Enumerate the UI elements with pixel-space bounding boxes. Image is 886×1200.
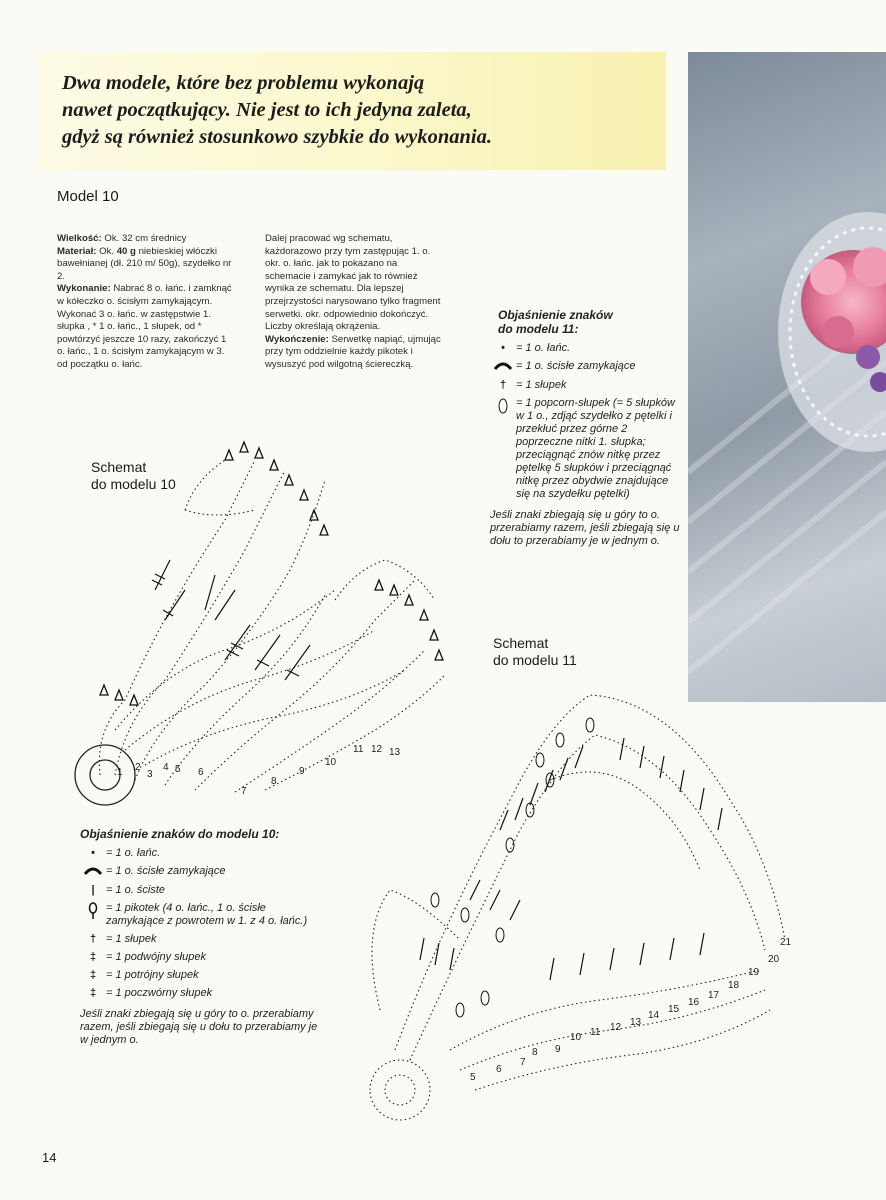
size-label: Wielkość: xyxy=(57,233,102,244)
continue-text: Dalej pracować wg schematu, każdorazowo przy tym zastępując 1. o. okr. o. łańc. jak to pokazano na schemacie i zamykać jak to również wynika ze schematu. Dla lepszej przejrzystości narysowano tylko fragment serwetki. okr. odpowiednio dokończyć. Liczby określają okrążenia. xyxy=(265,233,441,333)
round-number: 18 xyxy=(728,980,740,991)
round-number: 7 xyxy=(520,1057,526,1068)
doily-photo xyxy=(688,52,886,702)
legend11-header-line: Objaśnienie znaków xyxy=(498,308,613,322)
triple-dagger-icon: ‡ xyxy=(89,969,97,981)
round-number: 19 xyxy=(748,967,760,978)
intro-line: nawet początkujący. Nie jest to ich jedyna zaleta, xyxy=(62,99,472,121)
arc-icon xyxy=(80,865,106,879)
model10-continue xyxy=(265,233,443,372)
round-number: 12 xyxy=(371,744,383,755)
round-number: 9 xyxy=(555,1044,561,1055)
schema10-label-line: do modelu 10 xyxy=(91,476,176,492)
material-text: niebieskiej włóczki bawełnianej (dł. 210 m/ 50g), szydełko nr 2. xyxy=(57,245,232,282)
model-title: Model 10 xyxy=(57,188,119,205)
round-number: 5 xyxy=(470,1072,476,1083)
round-number: 11 xyxy=(353,744,364,755)
oval-icon xyxy=(490,397,516,419)
round-number: 15 xyxy=(668,1004,680,1015)
legend10-item: † = 1 słupek xyxy=(80,933,320,946)
execution-label: Wykonanie: xyxy=(57,283,111,295)
round-number: 5 xyxy=(175,764,181,775)
legend11-item: = 1 popcorn-słupek (= 5 słupków w 1 o., zdjąć szydełko z pętelki i przekłuć przez górne 2 poprzeczne nitki 1. słupka; przeciągnąć znów nitkę przez pętelkę 5 słupków i przeciągnąć nitkę przez obydwie znajdujące się na szydełku pętelki) xyxy=(490,397,680,501)
round-number: 6 xyxy=(496,1064,502,1075)
dot-icon: • xyxy=(501,342,505,354)
round-number: 21 xyxy=(780,937,792,948)
material-pre: Ok. xyxy=(96,245,117,257)
round-number: 7 xyxy=(241,786,247,797)
page-number: 14 xyxy=(42,1150,57,1165)
model10-details xyxy=(57,233,237,372)
intro-text xyxy=(62,70,662,151)
arc-icon xyxy=(490,360,516,374)
legend11-item: = 1 o. ścisłe zamykające xyxy=(490,360,680,374)
intro-line: Dwa modele, które bez problemu wykonają xyxy=(62,72,425,94)
legend10-header: Objaśnienie znaków do modelu 10: xyxy=(80,827,280,841)
finish-label: Wykończenie: xyxy=(265,333,329,345)
double-dagger-icon: ‡ xyxy=(89,951,97,963)
schema11-label xyxy=(493,635,577,669)
schema11-label-line: Schemat xyxy=(493,635,549,651)
legend10-note: Jeśli znaki zbiegają się u góry to o. przerabiamy razem, jeśli zbiegają się u dołu to przerabiamy je w jednym o. xyxy=(80,1008,318,1046)
execution-text: Nabrać 8 o. łańc. i zamknąć w kółeczko o. ścisłym zamykającym. Wykonać 3 o. łańc. w zastępstwie 1. słupka , * 1 o. łańc., 1 słupek, od * powtórzyć jeszcze 10 razy, zakończyć 1 o. łańc., 1 o. ścisłym zamykającym w 3. od początku o. łańc. xyxy=(57,283,232,370)
round-number: 13 xyxy=(389,747,401,758)
legend10-item: = 1 o. ścisłe zamykające xyxy=(80,865,320,879)
schema10-label-line: Schemat xyxy=(91,459,147,475)
round-number: 6 xyxy=(198,767,204,778)
round-number: 2 xyxy=(135,762,141,773)
round-number: 12 xyxy=(610,1022,622,1033)
round-number: 10 xyxy=(570,1032,582,1043)
legend10-item: ‡ = 1 podwójny słupek xyxy=(80,951,320,964)
intro-line: gdyż są również stosunkowo szybkie do wykonania. xyxy=(62,126,492,148)
round-number: 10 xyxy=(325,757,337,768)
round-number: 8 xyxy=(271,776,277,787)
bar-icon: | xyxy=(91,884,95,896)
material-weight: 40 g xyxy=(116,245,136,257)
quad-dagger-icon: ‡ xyxy=(89,987,97,999)
legend10-item: • = 1 o. łańc. xyxy=(80,847,320,860)
round-number: 16 xyxy=(688,997,700,1008)
round-number: 4 xyxy=(163,762,169,773)
legend-model11 xyxy=(490,308,680,548)
size-text: Ok. 32 cm średnicy xyxy=(101,233,187,244)
legend10-item: ‡ = 1 poczwórny słupek xyxy=(80,987,320,1000)
round-number: 8 xyxy=(532,1047,538,1058)
legend11-header-line: do modelu 11: xyxy=(498,322,579,336)
schema11-diagram xyxy=(300,680,800,1150)
picot-icon xyxy=(80,902,106,924)
round-number: 20 xyxy=(768,954,780,965)
legend11-note: Jeśli znaki zbiegają się u góry to o. przerabiamy razem, jeśli zbiegają się u dołu to przerabiamy je w jednym o. xyxy=(490,509,680,547)
dagger-icon: † xyxy=(499,379,507,391)
round-number: 14 xyxy=(648,1010,660,1021)
legend10-item: | = 1 o. ściste xyxy=(80,884,320,897)
legend10-item: ‡ = 1 potrójny słupek xyxy=(80,969,320,982)
round-number: 9 xyxy=(299,766,305,777)
round-number: 1 xyxy=(117,767,123,778)
finish-text: Serwetkę napiąć, ujmując przy tym oddzielnie każdy pikotek i wysuszyć pod wilgotną ściereczką. xyxy=(265,333,441,370)
dagger-icon: † xyxy=(89,933,97,945)
round-number: 17 xyxy=(708,990,720,1001)
legend11-header xyxy=(490,308,680,336)
material-label: Materiał: xyxy=(57,245,97,257)
round-number: 3 xyxy=(147,769,153,780)
schema11-label-line: do modelu 11 xyxy=(493,652,577,668)
legend10-item: = 1 pikotek (4 o. łańc., 1 o. ścisłe zamykające z powrotem w 1. z 4 o. łańc.) xyxy=(80,902,320,928)
legend-model10 xyxy=(80,827,320,1047)
round-number: 13 xyxy=(630,1017,642,1028)
legend11-item: † = 1 słupek xyxy=(490,379,680,392)
round-number: 11 xyxy=(590,1027,601,1038)
dot-icon: • xyxy=(91,847,95,859)
legend11-item: • = 1 o. łańc. xyxy=(490,342,680,355)
